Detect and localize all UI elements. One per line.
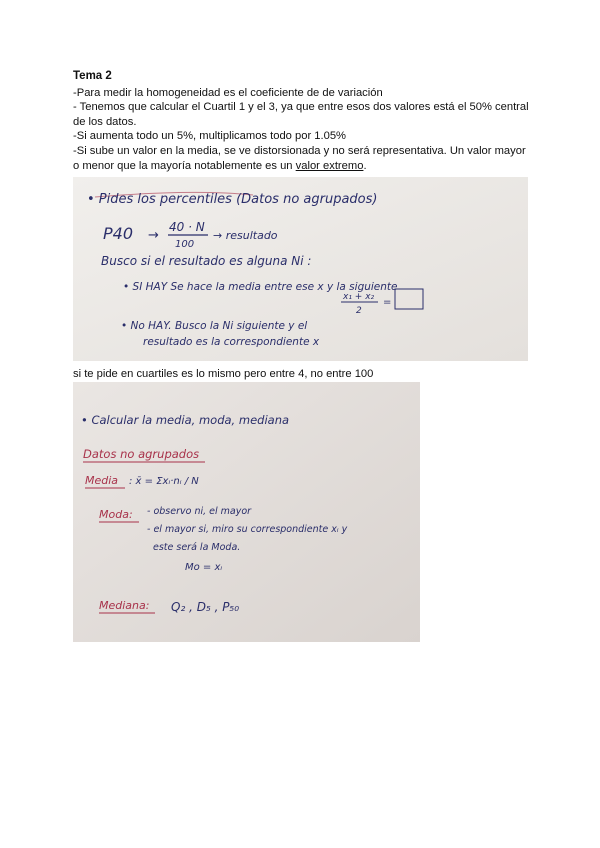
handwriting-fraction-num: 40 · N — [169, 220, 205, 234]
note-line-4-text: -Si sube un valor en la media, se ve distorsionada y no será representativa. Un valor mayor o menor que la mayoría notablemente es un — [73, 145, 526, 172]
handwriting-arrow: → — [148, 228, 159, 243]
handwriting-line: - observo ni, el mayor — [147, 506, 252, 517]
handwriting-line: • Calcular la media, moda, mediana — [81, 413, 290, 427]
handwriting-equals: = — [383, 297, 392, 308]
caption-line: si te pide en cuartiles es lo mismo pero entre 4, no entre 100 — [73, 368, 374, 380]
handwriting-formula: Q₂ , D₅ , P₅₀ — [171, 600, 240, 614]
handwriting-label: Moda: — [99, 508, 133, 521]
document-title: Tema 2 — [73, 70, 112, 82]
handwriting-line: - el mayor si, miro su correspondiente xᵢ y — [147, 524, 348, 535]
note-line-3: -Si aumenta todo un 5%, multiplicamos todo por 1.05% — [73, 130, 347, 142]
handwriting-line: • No HAY. Busco la Ni siguiente y el — [121, 320, 308, 332]
handwriting-line: resultado es la correspondiente x — [143, 336, 320, 348]
handwriting-fraction-num: x₁ + x₂ — [343, 292, 375, 302]
note-line-4-end: . — [363, 159, 367, 172]
percentiles-photo-svg — [73, 177, 528, 361]
handwriting-fraction-den: 100 — [175, 239, 195, 250]
handwriting-line: Busco si el resultado es alguna Ni : — [101, 254, 312, 268]
handwriting-label: Media — [85, 474, 119, 487]
handwritten-photo-media-moda-mediana — [73, 382, 420, 642]
underlined-term: valor extremo — [295, 159, 364, 172]
media-moda-photo-svg — [73, 382, 420, 642]
note-line-4 — [73, 144, 533, 173]
handwriting-line: P40 — [103, 224, 134, 243]
note-line-2: - Tenemos que calcular el Cuartil 1 y el 3, ya que entre esos dos valores está el 50% central de los datos. — [73, 101, 529, 128]
handwriting-line: → resultado — [213, 229, 278, 242]
handwritten-photo-percentiles — [73, 177, 528, 361]
note-line-1: -Para medir la homogeneidad es el coeficiente de de variación — [73, 87, 383, 99]
handwriting-fraction-den: 2 — [356, 306, 362, 316]
handwriting-formula: : x̄ = Σxᵢ·nᵢ / N — [129, 476, 199, 487]
handwriting-line: • Pides los percentiles (Datos no agrupados) — [87, 192, 378, 207]
handwriting-label: Mediana: — [99, 599, 150, 612]
handwriting-line: • SI HAY Se hace la media entre ese x y la siguiente — [123, 281, 398, 293]
handwriting-heading: Datos no agrupados — [83, 447, 200, 461]
handwriting-line: este será la Moda. — [153, 542, 241, 553]
handwriting-formula: Mo = xᵢ — [185, 562, 223, 573]
